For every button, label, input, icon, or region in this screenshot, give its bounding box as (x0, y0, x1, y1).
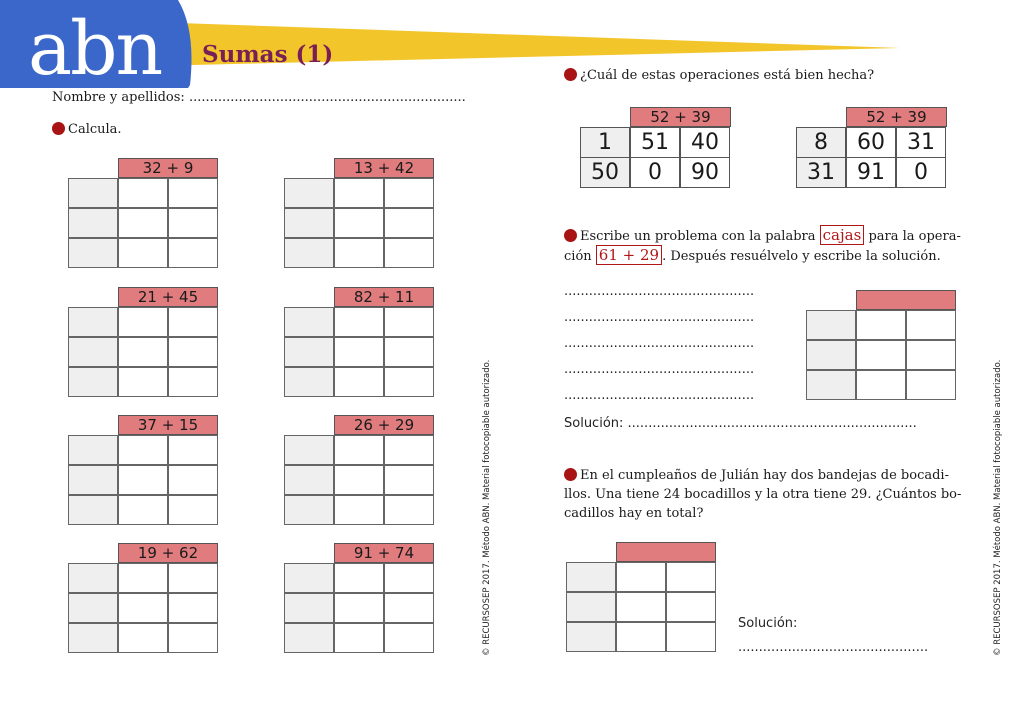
grid-cell[interactable] (168, 435, 218, 465)
writing-line[interactable]: .............................................. (564, 310, 755, 325)
grid-cell[interactable] (168, 307, 218, 337)
grid-cell[interactable] (334, 238, 384, 268)
table-cell: 90 (680, 157, 730, 188)
table-cell: 51 (630, 127, 680, 158)
grid-cell[interactable] (384, 593, 434, 623)
grid-cell[interactable] (68, 593, 118, 623)
option-table-2-head: 52 + 39 (846, 107, 947, 127)
grid-cell[interactable] (118, 563, 168, 593)
grid-cell[interactable] (168, 238, 218, 268)
copyright-left: © RECURSOSEP 2017. Método ABN. Material fotocopiable autorizado. (482, 359, 492, 656)
table-cell: 60 (846, 127, 896, 158)
abn-grid[interactable] (68, 158, 219, 275)
grid-cell[interactable] (68, 337, 118, 367)
grid-cell[interactable] (284, 178, 334, 208)
grid-cell[interactable] (334, 435, 384, 465)
abn-grid[interactable] (566, 542, 717, 659)
grid-cell[interactable] (666, 592, 716, 622)
abn-grid[interactable] (68, 543, 219, 660)
table-cell: 8 (796, 127, 846, 158)
grid-operation-head: 37 + 15 (118, 415, 218, 435)
question-2-prompt: Escribe un problema con la palabra cajas para la opera- ción 61 + 29 . Después resuélvelo y escribe la solución. (564, 226, 961, 264)
grid-cell[interactable] (384, 208, 434, 238)
grid-cell[interactable] (616, 562, 666, 592)
solution-line-q2[interactable]: Solución: ...................................................................... (564, 416, 917, 431)
grid-cell[interactable] (284, 238, 334, 268)
abn-grid[interactable] (284, 158, 435, 275)
grid-cell[interactable] (666, 562, 716, 592)
grid-cell[interactable] (168, 465, 218, 495)
grid-cell[interactable] (566, 592, 616, 622)
bullet-icon (564, 229, 577, 242)
grid-cell[interactable] (68, 563, 118, 593)
grid-cell[interactable] (384, 563, 434, 593)
abn-grid[interactable] (284, 287, 435, 404)
grid-cell[interactable] (384, 465, 434, 495)
grid-cell[interactable] (806, 370, 856, 400)
grid-cell[interactable] (118, 495, 168, 525)
table-cell: 1 (580, 127, 630, 158)
solution-line-q3[interactable]: .............................................. (738, 640, 929, 655)
grid-cell[interactable] (906, 370, 956, 400)
bullet-icon (564, 468, 577, 481)
grid-cell[interactable] (856, 370, 906, 400)
grid-operation-head: 91 + 74 (334, 543, 434, 563)
grid-cell[interactable] (168, 367, 218, 397)
table-cell: 40 (680, 127, 730, 158)
abn-grid[interactable] (68, 415, 219, 532)
table-cell: 50 (580, 157, 630, 188)
grid-cell[interactable] (284, 435, 334, 465)
grid-cell[interactable] (384, 307, 434, 337)
abn-grid[interactable] (284, 543, 435, 660)
grid-cell[interactable] (68, 495, 118, 525)
grid-cell[interactable] (168, 337, 218, 367)
grid-cell[interactable] (284, 623, 334, 653)
grid-cell[interactable] (68, 178, 118, 208)
writing-line[interactable]: .............................................. (564, 388, 755, 403)
grid-cell[interactable] (118, 593, 168, 623)
grid-cell[interactable] (118, 337, 168, 367)
grid-cell[interactable] (334, 178, 384, 208)
grid-cell[interactable] (68, 367, 118, 397)
grid-cell[interactable] (68, 465, 118, 495)
grid-cell[interactable] (384, 495, 434, 525)
grid-cell[interactable] (284, 563, 334, 593)
grid-cell[interactable] (284, 367, 334, 397)
grid-cell[interactable] (334, 367, 384, 397)
grid-cell[interactable] (284, 208, 334, 238)
grid-cell[interactable] (118, 367, 168, 397)
grid-cell[interactable] (168, 623, 218, 653)
grid-cell[interactable] (566, 622, 616, 652)
bullet-icon (52, 122, 65, 135)
grid-cell[interactable] (906, 340, 956, 370)
abn-logo: abn (28, 6, 162, 92)
grid-cell[interactable] (168, 563, 218, 593)
grid-cell[interactable] (168, 593, 218, 623)
grid-cell[interactable] (168, 495, 218, 525)
grid-cell[interactable] (334, 623, 384, 653)
grid-cell[interactable] (334, 307, 384, 337)
abn-grid[interactable] (806, 290, 957, 407)
grid-operation-head (856, 290, 956, 310)
grid-cell[interactable] (118, 238, 168, 268)
grid-cell[interactable] (334, 563, 384, 593)
grid-cell[interactable] (68, 435, 118, 465)
grid-cell[interactable] (566, 562, 616, 592)
question-3-prompt: En el cumpleaños de Julián hay dos bandejas de bocadi- llos. Una tiene 24 bocadillos y la otra tiene 29. ¿Cuántos bo- cadillos hay en total? (564, 468, 962, 521)
highlight-word: cajas (820, 225, 865, 245)
solution-label-q3: Solución: (738, 616, 798, 631)
grid-cell[interactable] (118, 178, 168, 208)
bullet-icon (564, 68, 577, 81)
page-title: Sumas (1) (202, 41, 334, 68)
question-1-prompt: ¿Cuál de estas operaciones está bien hecha? (564, 66, 874, 85)
grid-operation-head: 32 + 9 (118, 158, 218, 178)
grid-cell[interactable] (616, 592, 666, 622)
writing-line[interactable]: .............................................. (564, 362, 755, 377)
grid-cell[interactable] (68, 623, 118, 653)
grid-operation-head (616, 542, 716, 562)
grid-operation-head: 82 + 11 (334, 287, 434, 307)
grid-cell[interactable] (334, 495, 384, 525)
grid-cell[interactable] (666, 622, 716, 652)
grid-cell[interactable] (616, 622, 666, 652)
table-cell: 31 (796, 157, 846, 188)
table-cell: 31 (896, 127, 946, 158)
grid-operation-head: 19 + 62 (118, 543, 218, 563)
grid-cell[interactable] (118, 623, 168, 653)
writing-line[interactable]: .............................................. (564, 284, 755, 299)
grid-cell[interactable] (284, 307, 334, 337)
grid-cell[interactable] (118, 307, 168, 337)
grid-operation-head: 13 + 42 (334, 158, 434, 178)
grid-cell[interactable] (118, 465, 168, 495)
grid-cell[interactable] (856, 310, 906, 340)
table-cell: 0 (630, 157, 680, 188)
grid-cell[interactable] (334, 465, 384, 495)
grid-operation-head: 26 + 29 (334, 415, 434, 435)
grid-cell[interactable] (384, 337, 434, 367)
grid-cell[interactable] (68, 307, 118, 337)
grid-cell[interactable] (806, 340, 856, 370)
grid-cell[interactable] (118, 435, 168, 465)
option-table-1-head: 52 + 39 (630, 107, 731, 127)
grid-cell[interactable] (284, 465, 334, 495)
grid-cell[interactable] (384, 623, 434, 653)
copyright-right: © RECURSOSEP 2017. Método ABN. Material fotocopiable autorizado. (993, 359, 1003, 656)
writing-line[interactable]: .............................................. (564, 336, 755, 351)
grid-cell[interactable] (806, 310, 856, 340)
grid-cell[interactable] (284, 593, 334, 623)
name-field[interactable]: Nombre y apellidos: ................................................................... (52, 90, 466, 105)
grid-operation-head: 21 + 45 (118, 287, 218, 307)
grid-cell[interactable] (68, 208, 118, 238)
grid-cell[interactable] (334, 337, 384, 367)
grid-cell[interactable] (118, 208, 168, 238)
highlight-operation: 61 + 29 (596, 245, 662, 265)
grid-cell[interactable] (384, 178, 434, 208)
grid-cell[interactable] (384, 238, 434, 268)
grid-cell[interactable] (168, 208, 218, 238)
grid-cell[interactable] (334, 208, 384, 238)
grid-cell[interactable] (384, 367, 434, 397)
grid-cell[interactable] (906, 310, 956, 340)
grid-cell[interactable] (856, 340, 906, 370)
grid-cell[interactable] (68, 238, 118, 268)
grid-cell[interactable] (334, 593, 384, 623)
table-cell: 91 (846, 157, 896, 188)
instruction-calcula: Calcula. (52, 120, 122, 139)
grid-cell[interactable] (284, 495, 334, 525)
grid-cell[interactable] (384, 435, 434, 465)
table-cell: 0 (896, 157, 946, 188)
abn-grid[interactable] (68, 287, 219, 404)
abn-grid[interactable] (284, 415, 435, 532)
grid-cell[interactable] (168, 178, 218, 208)
grid-cell[interactable] (284, 337, 334, 367)
